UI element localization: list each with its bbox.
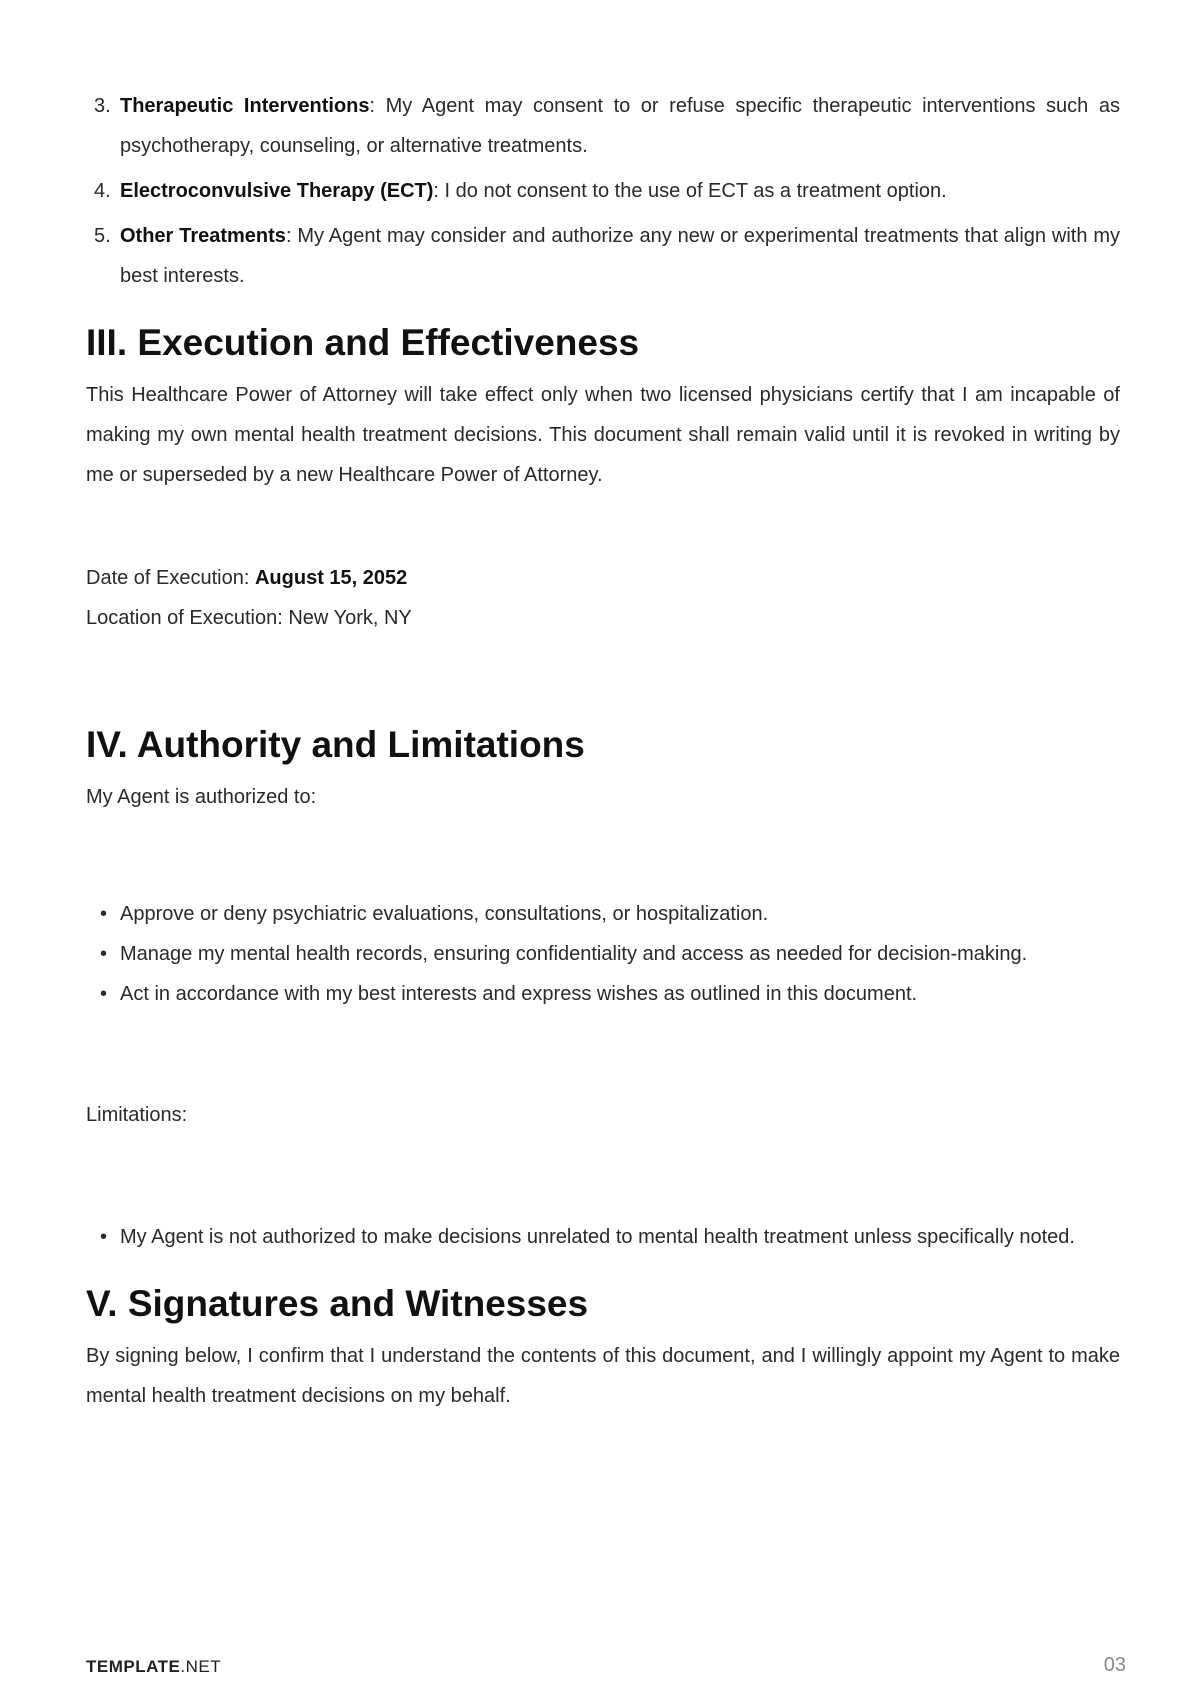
location-of-execution (86, 598, 1120, 638)
limitations-label: Limitations: (86, 1104, 188, 1126)
page-number: 03 (1103, 1654, 1126, 1676)
list-item-text: Manage my mental health records, ensuring confidentiality and access as needed for decision-making. (120, 943, 1028, 965)
list-item-text: : I do not consent to the use of ECT as a treatment option. (433, 180, 947, 202)
list-item (86, 974, 1120, 1014)
section-heading-authority: IV. Authority and Limitations (86, 724, 585, 765)
bullet-glyph: • (100, 943, 108, 965)
list-item (86, 934, 1120, 974)
list-item-text: Approve or deny psychiatric evaluations, consultations, or hospitalization. (120, 903, 769, 925)
authorized-list (86, 894, 1120, 1014)
list-item (86, 1217, 1120, 1257)
section-heading-signatures: V. Signatures and Witnesses (86, 1283, 589, 1324)
date-of-execution (86, 558, 1120, 598)
date-label: Date of Execution: (86, 567, 255, 589)
execution-paragraph: This Healthcare Power of Attorney will take effect only when two licensed physicians certify that I am incapable of making my own mental health treatment decisions. This document shall remain valid until it is revoked in writing by me or superseded by a new Healthcare Power of Attorney. (86, 384, 1120, 486)
list-item (86, 86, 1120, 166)
location-label: Location of Execution: (86, 607, 289, 629)
authority-intro: My Agent is authorized to: (86, 786, 317, 808)
location-value: New York, NY (288, 607, 412, 629)
list-number: 5. (94, 225, 111, 247)
treatment-list (86, 86, 1120, 296)
bullet-glyph: • (100, 903, 108, 925)
list-item-text: : My Agent may consider and authorize any new or experimental treatments that align with my best interests. (120, 225, 1121, 287)
section-heading-execution: III. Execution and Effectiveness (86, 322, 640, 363)
list-item (86, 894, 1120, 934)
list-item-text: Act in accordance with my best interests and express wishes as outlined in this document. (120, 983, 918, 1005)
list-number: 3. (94, 95, 111, 117)
limitations-list (86, 1217, 1120, 1257)
footer-brand-logo (86, 1657, 221, 1677)
list-item-text: My Agent is not authorized to make decisions unrelated to mental health treatment unless specifically noted. (120, 1226, 1075, 1248)
bullet-glyph: • (100, 1226, 108, 1248)
list-item-term: Electroconvulsive Therapy (ECT) (120, 180, 434, 202)
brand-suffix: .NET (180, 1657, 222, 1676)
list-item (86, 171, 1120, 211)
page-content (86, 86, 1120, 1416)
list-item-term: Therapeutic Interventions (120, 95, 370, 117)
list-item (86, 216, 1120, 296)
list-number: 4. (94, 180, 111, 202)
list-item-text: : My Agent may consent to or refuse specific therapeutic interventions such as psychotherapy, counseling, or alternative treatments. (120, 95, 1120, 157)
bullet-glyph: • (100, 983, 108, 1005)
brand-bold: TEMPLATE (86, 1657, 181, 1676)
signatures-paragraph: By signing below, I confirm that I understand the contents of this document, and I willingly appoint my Agent to make mental health treatment decisions on my behalf. (86, 1345, 1120, 1407)
list-item-term: Other Treatments (120, 225, 286, 247)
date-value: August 15, 2052 (254, 567, 408, 589)
